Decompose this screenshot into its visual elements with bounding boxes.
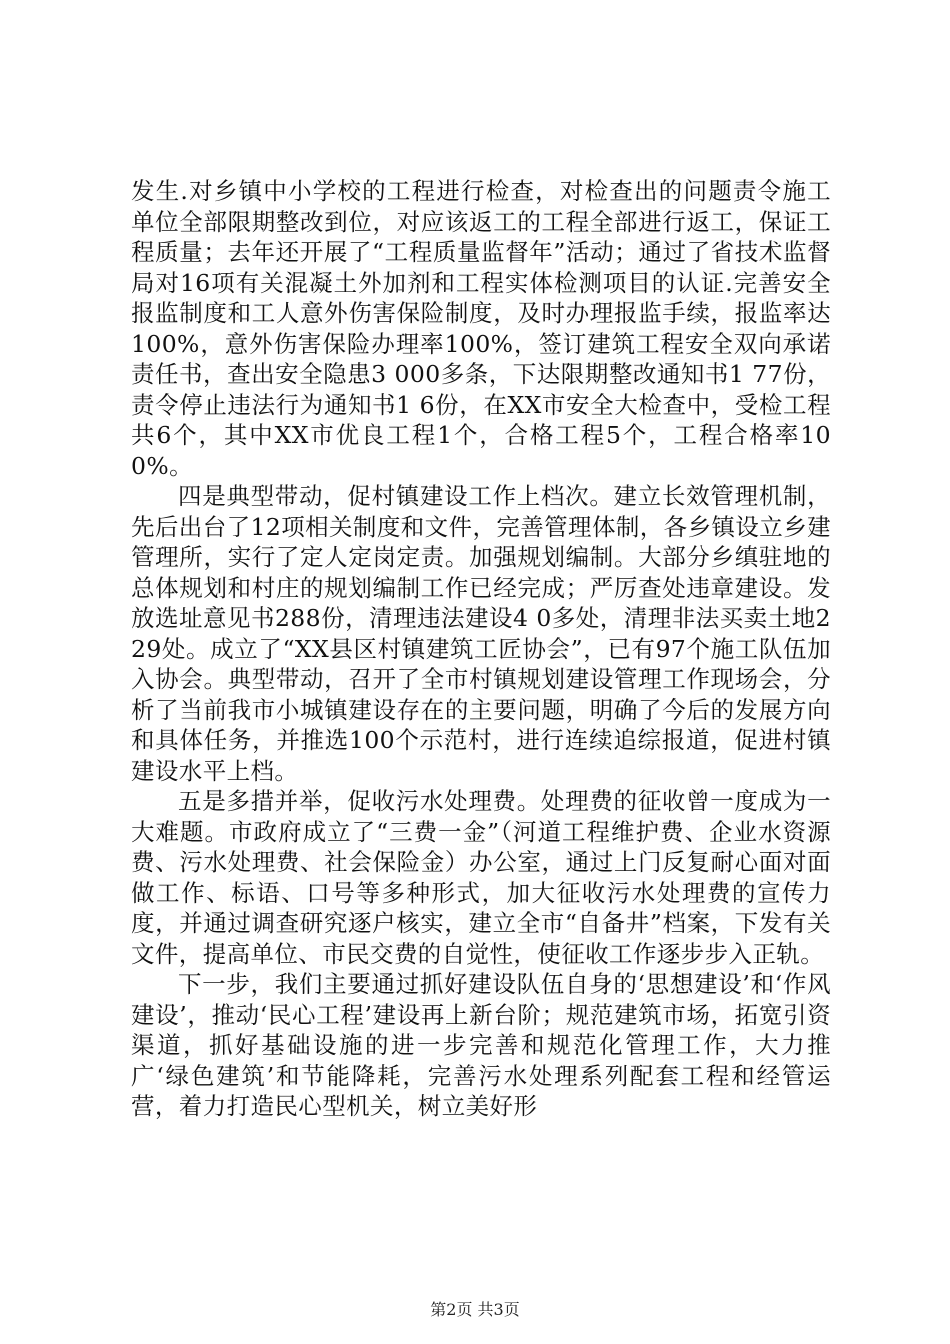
document-body xyxy=(131,176,831,1122)
page-footer: 第2页 共3页 xyxy=(430,1300,520,1319)
paragraph-1: 发生.对乡镇中小学校的工程进行检查，对检查出的问题责令施工单位全部限期整改到位，对应该返工的工程全部进行返工，保证工程质量；去年还开展了“工程质量监督年”活动；通过了省技术监督局对16项有关混凝土外加剂和工程实体检测项目的认证.完善安全报监制度和工人意外伤害保险制度，及时办理报监手续，报监率达100%，意外伤害保险办理率100%，签订建筑工程安全双向承诺责任书，查出安全隐患3 000多条，下达限期整改通知书1 77份，责令停止违法行为通知书1 6份，在XX市安全大检查中，受检工程共6个，其中XX市优良工程1个，合格工程5个，工程合格率100%。 xyxy=(131,177,831,480)
paragraph-2: 四是典型带动，促村镇建设工作上档次。建立长效管理机制，先后出台了12项相关制度和文件，完善管理体制，各乡镇设立乡建管理所，实行了定人定岗定责。加强规划编制。大部分乡缜驻地的总体规划和村庄的规划编制工作已经完成；严厉查处违章建设。发放选址意见书288份，清理违法建设4 0多处，清理非法买卖土地229处。成立了“XX县区村镇建筑工匠协会”，已有97个施工队伍加入协会。典型带动，召开了全市村镇规划建设管理工作现场会，分析了当前我市小城镇建设存在的主要问题，明确了今后的发展方向和具体任务，并推选100个示范村，进行连续追综报道，促进村镇建设水平上档。 xyxy=(131,482,831,785)
paragraph-3: 五是多措并举，促收污水处理费。处理费的征收曾一度成为一大难题。市政府成立了“三费一金”（河道工程维护费、企业水资源费、污水处理费、社会保险金）办公室，通过上门反复耐心面对面做工作、标语、口号等多种形式，加大征收污水处理费的宣传力度，并通过调查研究逐户核实，建立全市“自备井”档案，下发有关文件，提高单位、市民交费的自觉性，使征收工作逐步步入正轨。 xyxy=(131,787,831,968)
paragraph-4: 下一步，我们主要通过抓好建设队伍自身的‘思想建设’和‘作风建设’，推动‘民心工程’建设再上新台阶；规范建筑市场，拓宽引资渠道，抓好基础设施的进一步完善和规范化管理工作，大力推广‘绿色建筑’和节能降耗，完善污水处理系列配套工程和经管运营，着力打造民心型机关，树立美好形 xyxy=(131,970,831,1120)
